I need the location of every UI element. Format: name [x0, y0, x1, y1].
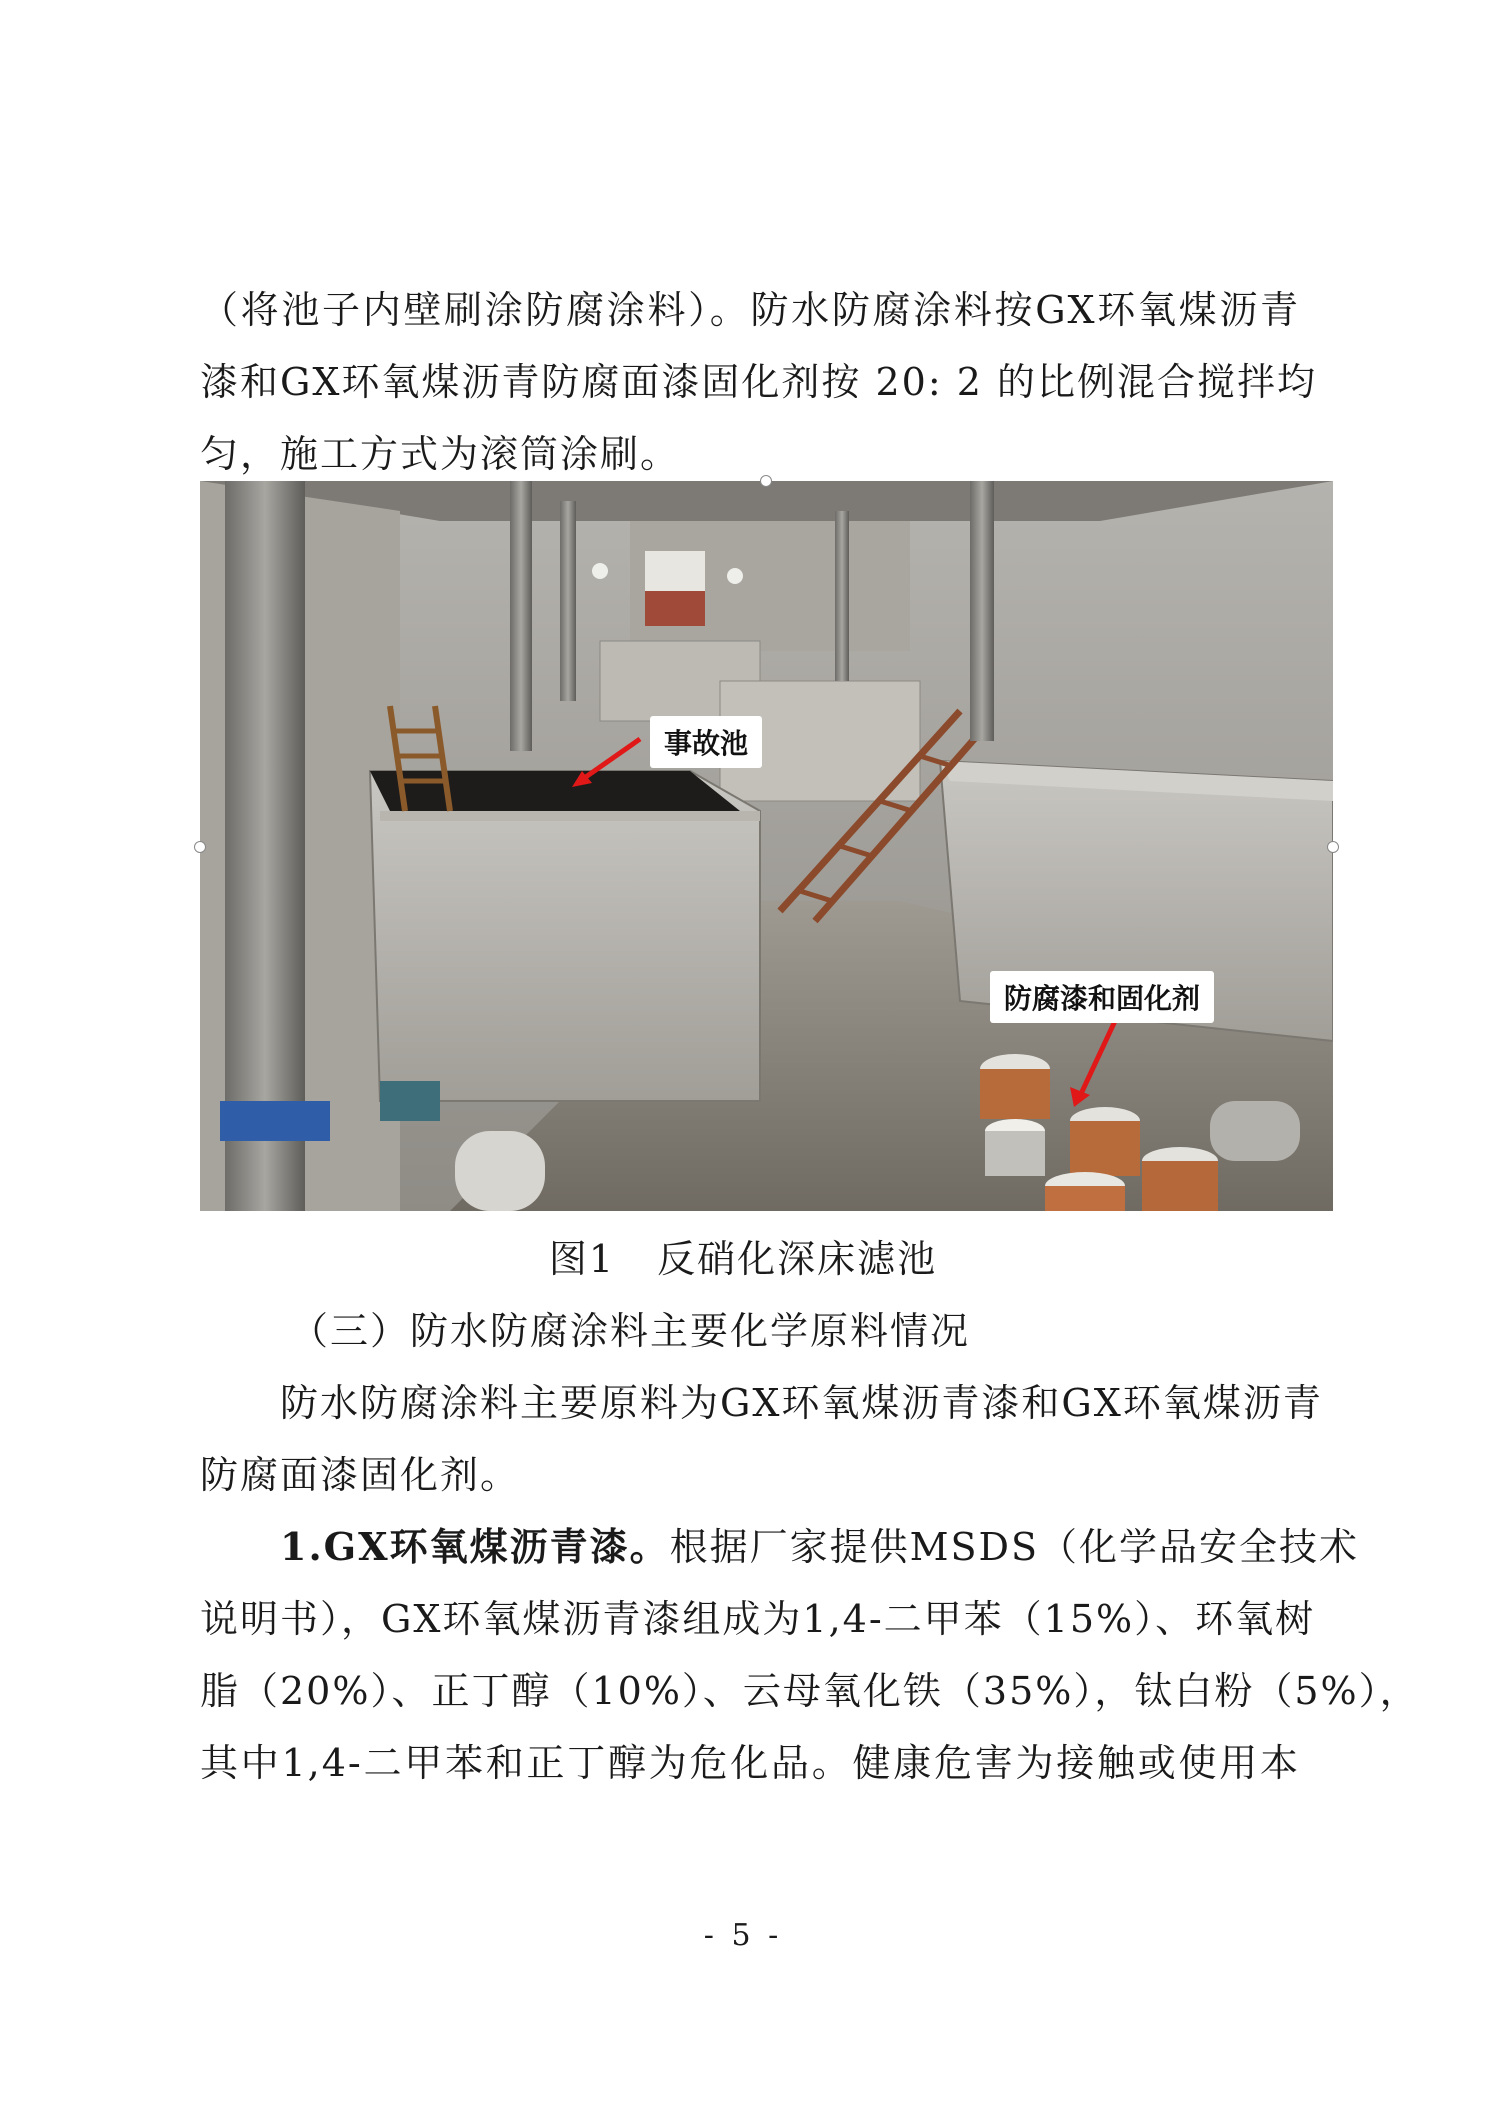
- image-resize-handle[interactable]: [194, 841, 206, 853]
- item-title: 1.GX环氧煤沥青漆。: [280, 1524, 670, 1569]
- page-number: - 5 -: [703, 1918, 783, 1953]
- caption-number: 图1: [548, 1237, 616, 1281]
- section-heading: （三）防水防腐涂料主要化学原料情况: [290, 1309, 971, 1353]
- site-photo: [200, 481, 1333, 1211]
- photo-illustration: [200, 481, 1333, 1211]
- text-line: 防水防腐涂料主要原料为GX环氧煤沥青漆和GX环氧煤沥青: [280, 1381, 1323, 1425]
- text-line: 匀，施工方式为滚筒涂刷。: [200, 432, 681, 476]
- image-resize-handle[interactable]: [1327, 841, 1339, 853]
- text-line: 其中1,4-二甲苯和正丁醇为危化品。健康危害为接触或使用本: [200, 1741, 1300, 1785]
- text-line: 漆和GX环氧煤沥青防腐面漆固化剂按 20: 2 的比例混合搅拌均: [200, 360, 1317, 404]
- label-accident-pool: 事故池: [650, 716, 762, 768]
- text-line: 脂（20%）、正丁醇（10%）、云母氧化铁（35%），钛白粉（5%），: [200, 1669, 1420, 1713]
- text-line: 防腐面漆固化剂。: [200, 1453, 521, 1497]
- image-resize-handle[interactable]: [760, 475, 772, 487]
- label-paint-and-hardener: 防腐漆和固化剂: [990, 971, 1214, 1023]
- caption-text: 反硝化深床滤池: [657, 1237, 938, 1281]
- figure-caption: [0, 1235, 1486, 1283]
- text-line: 说明书），GX环氧煤沥青漆组成为1,4-二甲苯（15%）、环氧树: [200, 1597, 1316, 1641]
- text-line: （将池子内壁刷涂防腐涂料）。防水防腐涂料按GX环氧煤沥青: [200, 288, 1300, 332]
- item-text: 根据厂家提供MSDS（化学品安全技术: [669, 1525, 1360, 1569]
- text-line: [280, 1523, 1360, 1571]
